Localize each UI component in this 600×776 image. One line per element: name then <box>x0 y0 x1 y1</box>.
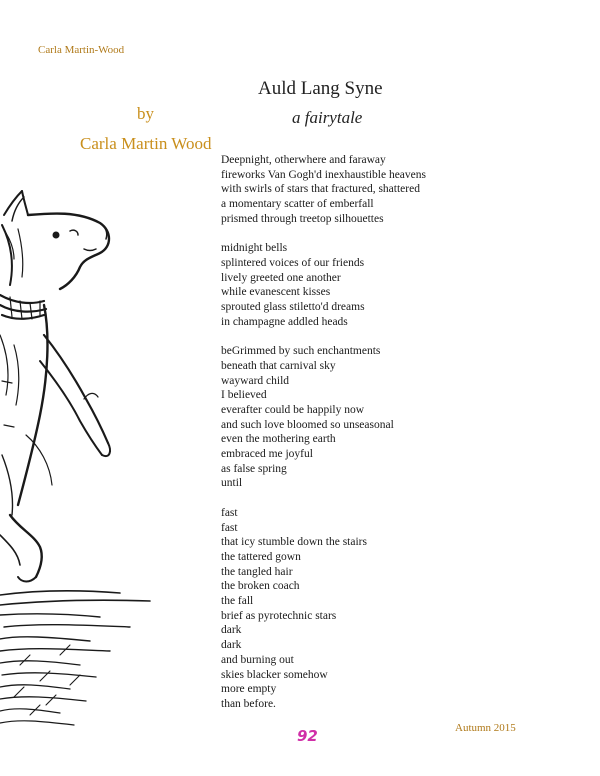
poem-line: dark <box>221 624 242 637</box>
poem-line: than before. <box>221 697 276 710</box>
poem-line: even the mothering earth <box>221 433 336 446</box>
poem-line: more empty <box>221 683 277 696</box>
poem-line: brief as pyrotechnic stars <box>221 609 337 622</box>
poem-line: the fall <box>221 595 254 608</box>
poem-line: in champagne addled heads <box>221 315 348 328</box>
poem-title: Auld Lang Syne <box>258 78 383 99</box>
poem-line: I believed <box>221 389 267 402</box>
poem-line: as false spring <box>221 462 287 475</box>
poem-line: and such love bloomed so unseasonal <box>221 418 394 431</box>
poem-line: embraced me joyful <box>221 448 313 461</box>
poem-line: lively greeted one another <box>221 271 341 284</box>
poem-line: until <box>221 477 243 490</box>
poem-stanza <box>221 241 426 329</box>
byline-by: by <box>137 104 154 123</box>
poem-stanza <box>221 153 426 227</box>
poem-line: beGrimmed by such enchantments <box>221 345 381 358</box>
poem-line: fast <box>221 506 238 519</box>
poem-line: midnight bells <box>221 242 288 255</box>
poem-line: the tangled hair <box>221 565 293 578</box>
poem-line: that icy stumble down the stairs <box>221 536 367 549</box>
poem-line: skies blacker somehow <box>221 668 328 681</box>
issue-season: Autumn 2015 <box>455 722 516 734</box>
poem-line: and burning out <box>221 653 294 666</box>
byline-author: Carla Martin Wood <box>80 134 212 153</box>
poem-line: wayward child <box>221 374 290 387</box>
header-author: Carla Martin-Wood <box>38 44 125 56</box>
poem-body <box>221 153 426 712</box>
poem-line: prismed through treetop silhouettes <box>221 212 384 225</box>
horse-illustration <box>0 185 175 730</box>
poem-line: fast <box>221 521 238 534</box>
poem-line: dark <box>221 639 242 652</box>
poem-line: a momentary scatter of emberfall <box>221 198 374 211</box>
poem-line: splintered voices of our friends <box>221 256 365 269</box>
poem-line: everafter could be happily now <box>221 403 365 416</box>
poem-line: the tattered gown <box>221 550 301 563</box>
poem-line: the broken coach <box>221 580 300 593</box>
poem-line: with swirls of stars that fractured, shattered <box>221 183 420 196</box>
poem-line: fireworks Van Gogh'd inexhaustible heavens <box>221 168 426 181</box>
poem-line: sprouted glass stiletto'd dreams <box>221 301 365 314</box>
poem-line: while evanescent kisses <box>221 286 331 299</box>
poem-subtitle: a fairytale <box>292 108 363 127</box>
poem-line: Deepnight, otherwhere and faraway <box>221 154 386 166</box>
poem-stanza <box>221 344 426 491</box>
poem-line: beneath that carnival sky <box>221 359 336 372</box>
page-number: 92 <box>297 727 318 745</box>
poem-stanza <box>221 506 426 712</box>
